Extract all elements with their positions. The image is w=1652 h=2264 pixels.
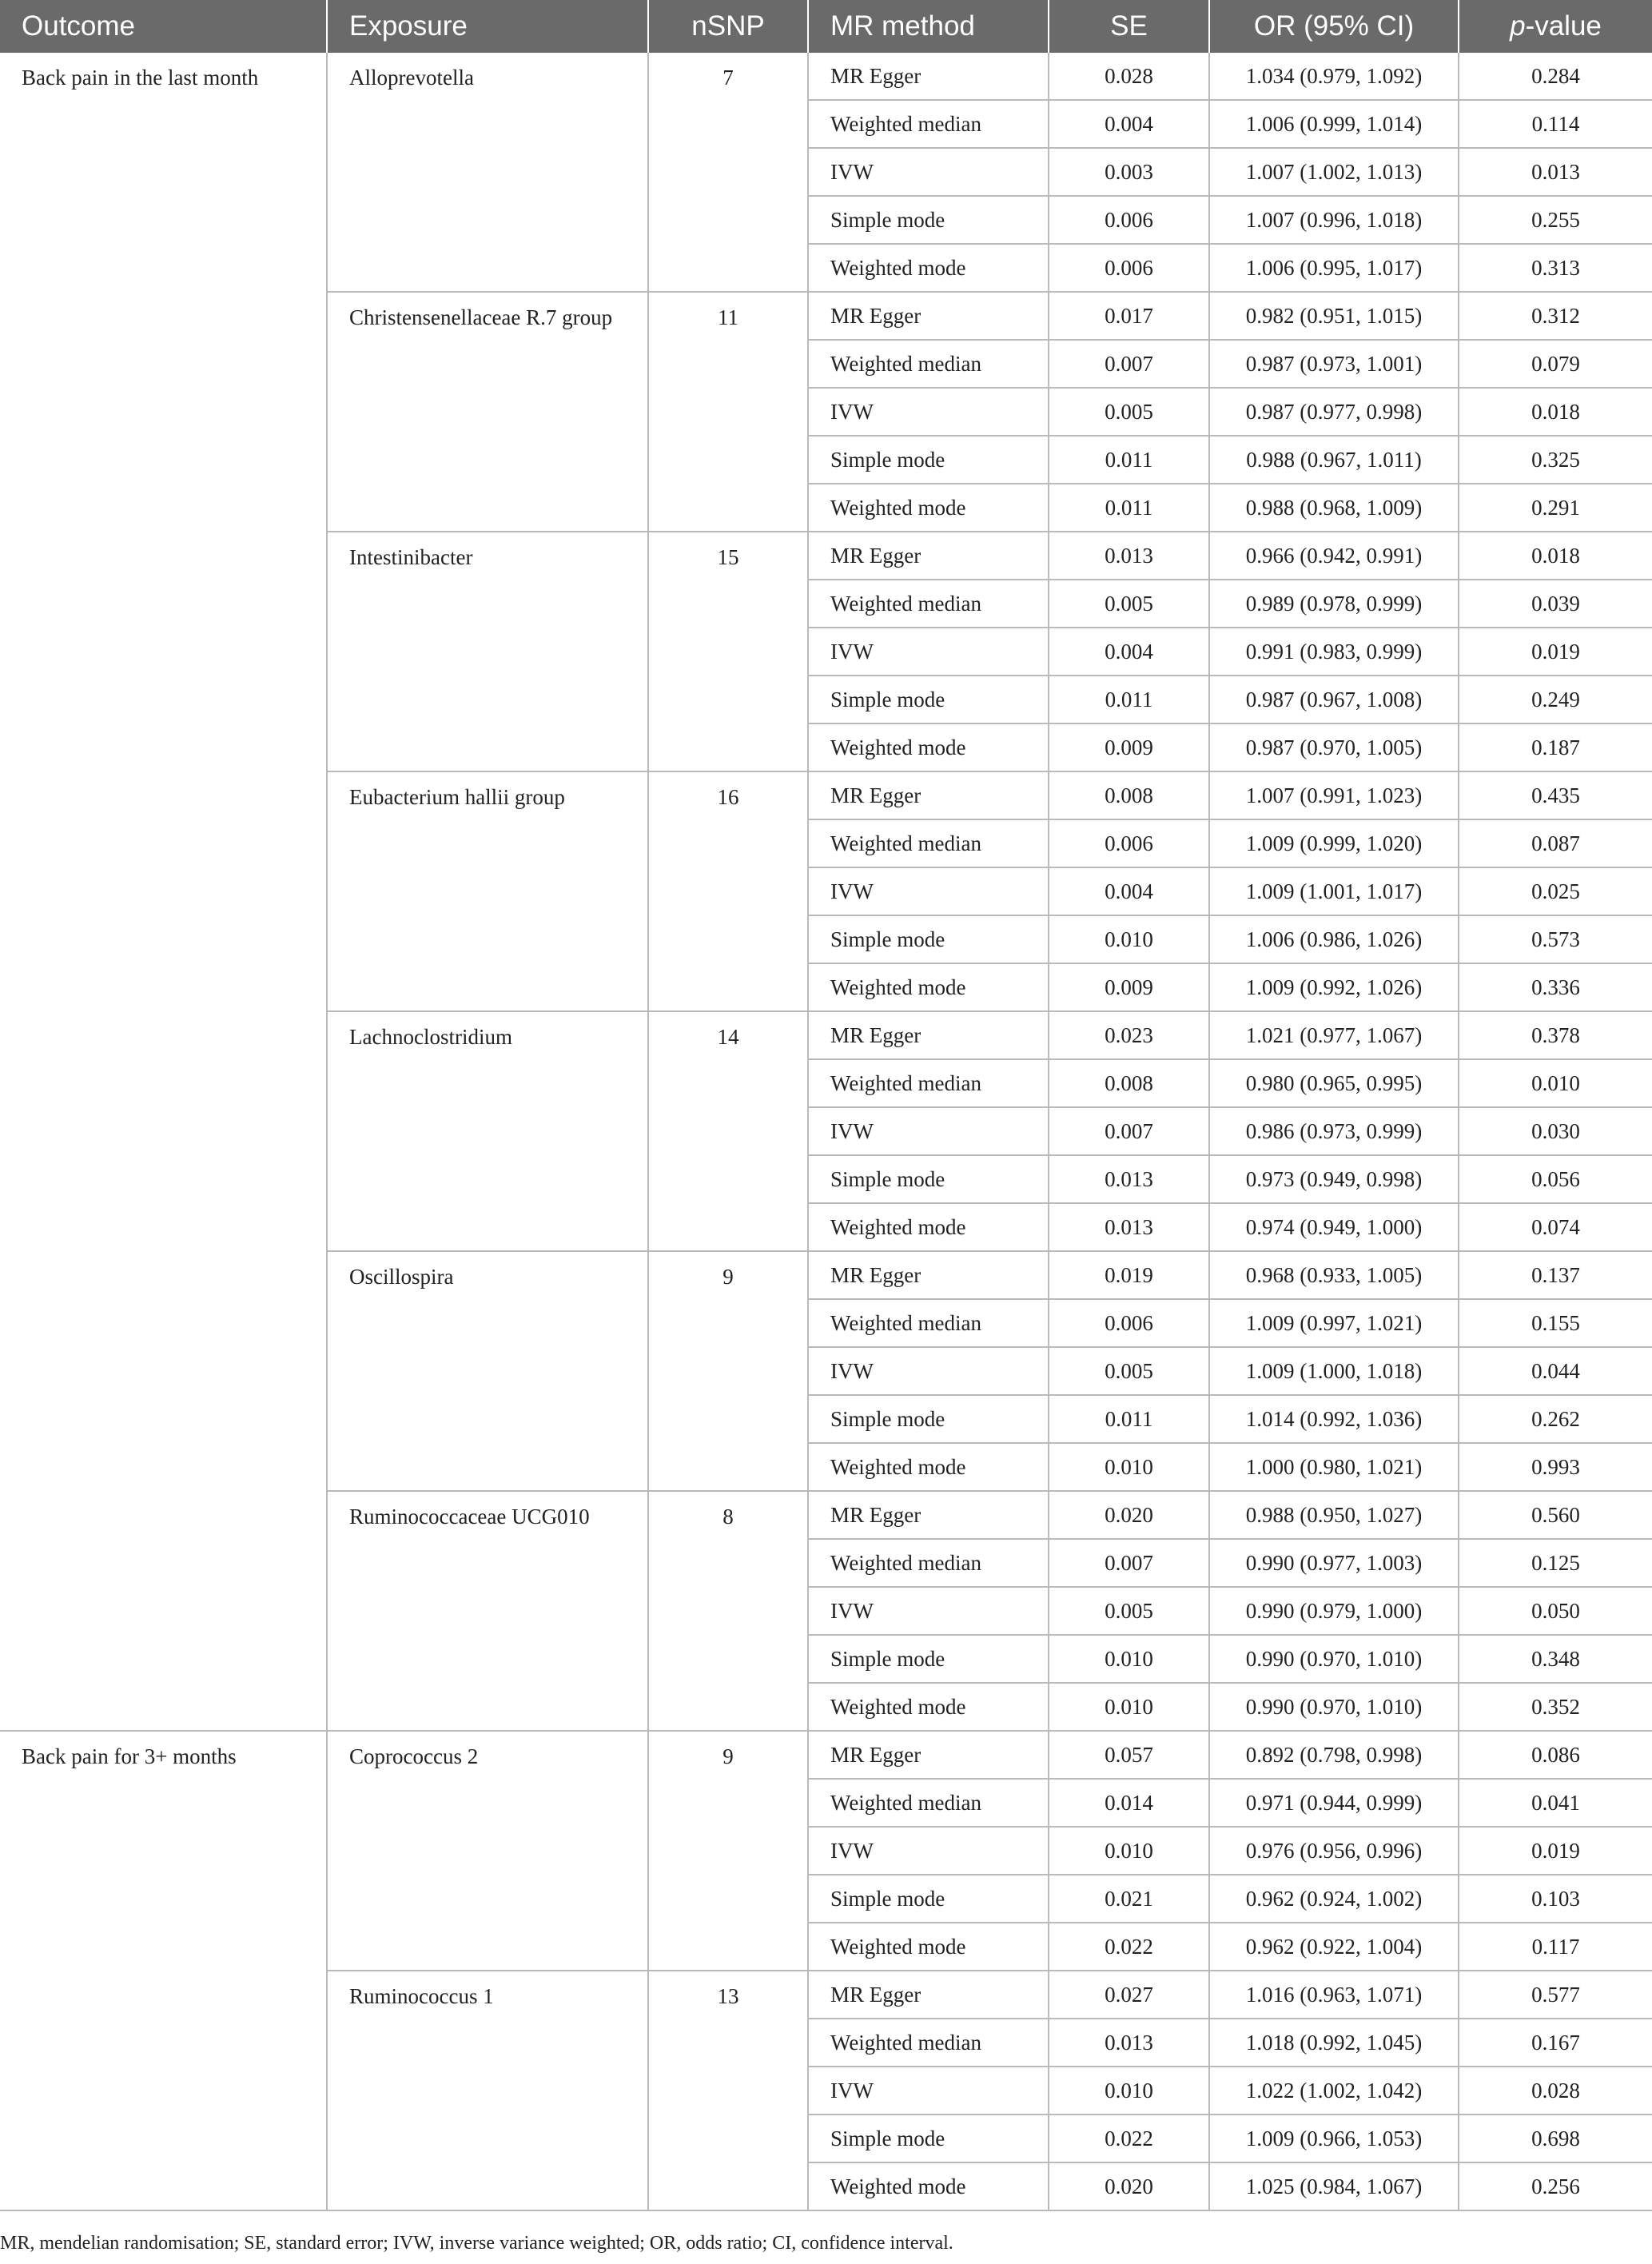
se-cell: 0.020 xyxy=(1049,1491,1209,1539)
or-ci-cell: 0.987 (0.977, 0.998) xyxy=(1209,388,1459,436)
p-value-cell: 0.255 xyxy=(1459,196,1652,244)
or-ci-cell: 0.980 (0.965, 0.995) xyxy=(1209,1059,1459,1107)
se-cell: 0.005 xyxy=(1049,1587,1209,1635)
se-cell: 0.005 xyxy=(1049,580,1209,628)
se-cell: 0.008 xyxy=(1049,1059,1209,1107)
se-cell: 0.011 xyxy=(1049,436,1209,484)
p-value-cell: 0.086 xyxy=(1459,1731,1652,1779)
p-value-cell: 0.039 xyxy=(1459,580,1652,628)
se-cell: 0.006 xyxy=(1049,196,1209,244)
se-cell: 0.005 xyxy=(1049,1347,1209,1395)
p-value-cell: 0.187 xyxy=(1459,723,1652,771)
p-value-cell: 0.087 xyxy=(1459,819,1652,867)
or-ci-cell: 1.006 (0.995, 1.017) xyxy=(1209,244,1459,292)
mr-method-cell: Simple mode xyxy=(808,1875,1049,1923)
mr-method-cell: MR Egger xyxy=(808,292,1049,340)
p-value-cell: 0.573 xyxy=(1459,915,1652,963)
mr-method-cell: MR Egger xyxy=(808,1491,1049,1539)
header-p-italic: p xyxy=(1510,10,1526,42)
or-ci-cell: 1.009 (0.992, 1.026) xyxy=(1209,963,1459,1011)
or-ci-cell: 0.982 (0.951, 1.015) xyxy=(1209,292,1459,340)
or-ci-cell: 1.014 (0.992, 1.036) xyxy=(1209,1395,1459,1443)
p-value-cell: 0.560 xyxy=(1459,1491,1652,1539)
se-cell: 0.006 xyxy=(1049,1299,1209,1347)
exposure-cell: Lachnoclostridium xyxy=(327,1011,648,1251)
se-cell: 0.009 xyxy=(1049,723,1209,771)
se-cell: 0.017 xyxy=(1049,292,1209,340)
se-cell: 0.023 xyxy=(1049,1011,1209,1059)
table-body xyxy=(0,53,1652,2210)
se-cell: 0.010 xyxy=(1049,2067,1209,2115)
p-value-cell: 0.137 xyxy=(1459,1251,1652,1299)
mr-method-cell: MR Egger xyxy=(808,532,1049,580)
mr-method-cell: Simple mode xyxy=(808,436,1049,484)
mr-method-cell: IVW xyxy=(808,2067,1049,2115)
header-row xyxy=(0,0,1652,53)
p-value-cell: 0.018 xyxy=(1459,388,1652,436)
mr-method-cell: Weighted mode xyxy=(808,963,1049,1011)
mr-method-cell: IVW xyxy=(808,1827,1049,1875)
se-cell: 0.013 xyxy=(1049,1203,1209,1251)
or-ci-cell: 1.009 (1.001, 1.017) xyxy=(1209,867,1459,915)
p-value-cell: 0.313 xyxy=(1459,244,1652,292)
header-p-value xyxy=(1459,0,1652,53)
se-cell: 0.021 xyxy=(1049,1875,1209,1923)
or-ci-cell: 1.009 (0.997, 1.021) xyxy=(1209,1299,1459,1347)
nsnp-cell: 8 xyxy=(648,1491,808,1731)
mr-method-cell: IVW xyxy=(808,1587,1049,1635)
p-value-cell: 0.352 xyxy=(1459,1683,1652,1731)
p-value-cell: 0.114 xyxy=(1459,100,1652,148)
se-cell: 0.004 xyxy=(1049,867,1209,915)
or-ci-cell: 0.990 (0.977, 1.003) xyxy=(1209,1539,1459,1587)
mr-method-cell: Simple mode xyxy=(808,1155,1049,1203)
p-value-cell: 0.167 xyxy=(1459,2019,1652,2067)
mr-method-cell: MR Egger xyxy=(808,1731,1049,1779)
p-value-cell: 0.698 xyxy=(1459,2115,1652,2162)
mr-method-cell: Weighted median xyxy=(808,1779,1049,1827)
p-value-cell: 0.013 xyxy=(1459,148,1652,196)
p-value-cell: 0.074 xyxy=(1459,1203,1652,1251)
mr-method-cell: Simple mode xyxy=(808,1395,1049,1443)
header-outcome: Outcome xyxy=(0,0,327,53)
se-cell: 0.004 xyxy=(1049,628,1209,676)
se-cell: 0.020 xyxy=(1049,2162,1209,2210)
se-cell: 0.013 xyxy=(1049,532,1209,580)
header-or-ci: OR (95% CI) xyxy=(1209,0,1459,53)
or-ci-cell: 0.988 (0.950, 1.027) xyxy=(1209,1491,1459,1539)
or-ci-cell: 0.987 (0.967, 1.008) xyxy=(1209,676,1459,723)
p-value-cell: 0.378 xyxy=(1459,1011,1652,1059)
or-ci-cell: 1.007 (0.991, 1.023) xyxy=(1209,771,1459,819)
p-value-cell: 0.284 xyxy=(1459,53,1652,100)
mr-method-cell: Simple mode xyxy=(808,676,1049,723)
p-value-cell: 0.025 xyxy=(1459,867,1652,915)
se-cell: 0.010 xyxy=(1049,1635,1209,1683)
mr-method-cell: Weighted median xyxy=(808,1299,1049,1347)
mr-method-cell: Simple mode xyxy=(808,1635,1049,1683)
or-ci-cell: 0.990 (0.979, 1.000) xyxy=(1209,1587,1459,1635)
mr-method-cell: MR Egger xyxy=(808,1251,1049,1299)
or-ci-cell: 0.986 (0.973, 0.999) xyxy=(1209,1107,1459,1155)
or-ci-cell: 1.009 (0.966, 1.053) xyxy=(1209,2115,1459,2162)
p-value-cell: 0.155 xyxy=(1459,1299,1652,1347)
mr-method-cell: Weighted mode xyxy=(808,723,1049,771)
or-ci-cell: 1.021 (0.977, 1.067) xyxy=(1209,1011,1459,1059)
or-ci-cell: 1.007 (1.002, 1.013) xyxy=(1209,148,1459,196)
p-value-cell: 0.312 xyxy=(1459,292,1652,340)
header-se: SE xyxy=(1049,0,1209,53)
table-footnote: MR, mendelian randomisation; SE, standard error; IVW, inverse variance weighted; OR, odds ratio; CI, confidence interval. xyxy=(0,2233,953,2254)
p-value-cell: 0.019 xyxy=(1459,1827,1652,1875)
p-value-cell: 0.103 xyxy=(1459,1875,1652,1923)
table-row xyxy=(0,1731,1652,1779)
exposure-cell: Alloprevotella xyxy=(327,53,648,292)
se-cell: 0.004 xyxy=(1049,100,1209,148)
or-ci-cell: 1.016 (0.963, 1.071) xyxy=(1209,1971,1459,2019)
se-cell: 0.057 xyxy=(1049,1731,1209,1779)
se-cell: 0.007 xyxy=(1049,1539,1209,1587)
mr-method-cell: Weighted median xyxy=(808,2019,1049,2067)
se-cell: 0.022 xyxy=(1049,2115,1209,2162)
p-value-cell: 0.291 xyxy=(1459,484,1652,532)
mr-method-cell: Weighted mode xyxy=(808,2162,1049,2210)
or-ci-cell: 1.009 (1.000, 1.018) xyxy=(1209,1347,1459,1395)
p-value-cell: 0.056 xyxy=(1459,1155,1652,1203)
header-mr-method: MR method xyxy=(808,0,1049,53)
or-ci-cell: 1.034 (0.979, 1.092) xyxy=(1209,53,1459,100)
mr-method-cell: IVW xyxy=(808,1107,1049,1155)
exposure-cell: Ruminococcaceae UCG010 xyxy=(327,1491,648,1731)
mr-method-cell: IVW xyxy=(808,388,1049,436)
or-ci-cell: 1.025 (0.984, 1.067) xyxy=(1209,2162,1459,2210)
nsnp-cell: 14 xyxy=(648,1011,808,1251)
mr-method-cell: Weighted median xyxy=(808,1539,1049,1587)
p-value-cell: 0.018 xyxy=(1459,532,1652,580)
p-value-cell: 0.125 xyxy=(1459,1539,1652,1587)
or-ci-cell: 0.973 (0.949, 0.998) xyxy=(1209,1155,1459,1203)
or-ci-cell: 0.988 (0.968, 1.009) xyxy=(1209,484,1459,532)
mr-method-cell: MR Egger xyxy=(808,771,1049,819)
p-value-cell: 0.435 xyxy=(1459,771,1652,819)
se-cell: 0.014 xyxy=(1049,1779,1209,1827)
p-value-cell: 0.030 xyxy=(1459,1107,1652,1155)
table-row xyxy=(0,53,1652,100)
outcome-cell: Back pain in the last month xyxy=(0,53,327,1731)
header-p-rest: -value xyxy=(1525,10,1602,42)
or-ci-cell: 0.974 (0.949, 1.000) xyxy=(1209,1203,1459,1251)
p-value-cell: 0.028 xyxy=(1459,2067,1652,2115)
mr-method-cell: Weighted median xyxy=(808,580,1049,628)
mr-method-cell: Weighted median xyxy=(808,340,1049,388)
mr-method-cell: Weighted mode xyxy=(808,1683,1049,1731)
se-cell: 0.007 xyxy=(1049,340,1209,388)
or-ci-cell: 1.022 (1.002, 1.042) xyxy=(1209,2067,1459,2115)
header-exposure: Exposure xyxy=(327,0,648,53)
or-ci-cell: 0.976 (0.956, 0.996) xyxy=(1209,1827,1459,1875)
exposure-cell: Eubacterium hallii group xyxy=(327,771,648,1011)
p-value-cell: 0.019 xyxy=(1459,628,1652,676)
se-cell: 0.008 xyxy=(1049,771,1209,819)
exposure-cell: Ruminococcus 1 xyxy=(327,1971,648,2210)
se-cell: 0.010 xyxy=(1049,1827,1209,1875)
se-cell: 0.011 xyxy=(1049,676,1209,723)
p-value-cell: 0.249 xyxy=(1459,676,1652,723)
or-ci-cell: 1.009 (0.999, 1.020) xyxy=(1209,819,1459,867)
exposure-cell: Coprococcus 2 xyxy=(327,1731,648,1971)
nsnp-cell: 16 xyxy=(648,771,808,1011)
mr-method-cell: Weighted mode xyxy=(808,1443,1049,1491)
outcome-cell: Back pain for 3+ months xyxy=(0,1731,327,2210)
se-cell: 0.019 xyxy=(1049,1251,1209,1299)
mr-method-cell: IVW xyxy=(808,148,1049,196)
mr-method-cell: Simple mode xyxy=(808,196,1049,244)
nsnp-cell: 9 xyxy=(648,1251,808,1491)
or-ci-cell: 0.991 (0.983, 0.999) xyxy=(1209,628,1459,676)
mr-method-cell: MR Egger xyxy=(808,53,1049,100)
p-value-cell: 0.044 xyxy=(1459,1347,1652,1395)
or-ci-cell: 0.971 (0.944, 0.999) xyxy=(1209,1779,1459,1827)
mr-method-cell: Simple mode xyxy=(808,2115,1049,2162)
se-cell: 0.028 xyxy=(1049,53,1209,100)
or-ci-cell: 1.006 (0.999, 1.014) xyxy=(1209,100,1459,148)
or-ci-cell: 1.007 (0.996, 1.018) xyxy=(1209,196,1459,244)
or-ci-cell: 0.990 (0.970, 1.010) xyxy=(1209,1635,1459,1683)
table-header xyxy=(0,0,1652,53)
se-cell: 0.009 xyxy=(1049,963,1209,1011)
se-cell: 0.022 xyxy=(1049,1923,1209,1971)
mr-method-cell: MR Egger xyxy=(808,1011,1049,1059)
p-value-cell: 0.993 xyxy=(1459,1443,1652,1491)
p-value-cell: 0.050 xyxy=(1459,1587,1652,1635)
p-value-cell: 0.041 xyxy=(1459,1779,1652,1827)
mr-method-cell: MR Egger xyxy=(808,1971,1049,2019)
or-ci-cell: 0.987 (0.970, 1.005) xyxy=(1209,723,1459,771)
nsnp-cell: 7 xyxy=(648,53,808,292)
p-value-cell: 0.117 xyxy=(1459,1923,1652,1971)
se-cell: 0.013 xyxy=(1049,2019,1209,2067)
mr-method-cell: Weighted median xyxy=(808,819,1049,867)
se-cell: 0.010 xyxy=(1049,1683,1209,1731)
se-cell: 0.005 xyxy=(1049,388,1209,436)
p-value-cell: 0.577 xyxy=(1459,1971,1652,2019)
or-ci-cell: 0.892 (0.798, 0.998) xyxy=(1209,1731,1459,1779)
se-cell: 0.007 xyxy=(1049,1107,1209,1155)
nsnp-cell: 13 xyxy=(648,1971,808,2210)
mr-method-cell: Weighted median xyxy=(808,1059,1049,1107)
mr-method-cell: Weighted mode xyxy=(808,1923,1049,1971)
p-value-cell: 0.348 xyxy=(1459,1635,1652,1683)
p-value-cell: 0.262 xyxy=(1459,1395,1652,1443)
p-value-cell: 0.079 xyxy=(1459,340,1652,388)
mr-method-cell: IVW xyxy=(808,628,1049,676)
or-ci-cell: 0.962 (0.924, 1.002) xyxy=(1209,1875,1459,1923)
se-cell: 0.010 xyxy=(1049,915,1209,963)
nsnp-cell: 15 xyxy=(648,532,808,771)
or-ci-cell: 0.987 (0.973, 1.001) xyxy=(1209,340,1459,388)
mr-method-cell: Weighted mode xyxy=(808,1203,1049,1251)
exposure-cell: Oscillospira xyxy=(327,1251,648,1491)
or-ci-cell: 0.962 (0.922, 1.004) xyxy=(1209,1923,1459,1971)
or-ci-cell: 0.968 (0.933, 1.005) xyxy=(1209,1251,1459,1299)
se-cell: 0.006 xyxy=(1049,244,1209,292)
or-ci-cell: 1.000 (0.980, 1.021) xyxy=(1209,1443,1459,1491)
or-ci-cell: 1.006 (0.986, 1.026) xyxy=(1209,915,1459,963)
exposure-cell: Intestinibacter xyxy=(327,532,648,771)
se-cell: 0.010 xyxy=(1049,1443,1209,1491)
se-cell: 0.013 xyxy=(1049,1155,1209,1203)
or-ci-cell: 0.988 (0.967, 1.011) xyxy=(1209,436,1459,484)
p-value-cell: 0.336 xyxy=(1459,963,1652,1011)
or-ci-cell: 0.966 (0.942, 0.991) xyxy=(1209,532,1459,580)
or-ci-cell: 0.989 (0.978, 0.999) xyxy=(1209,580,1459,628)
p-value-cell: 0.256 xyxy=(1459,2162,1652,2210)
se-cell: 0.003 xyxy=(1049,148,1209,196)
p-value-cell: 0.010 xyxy=(1459,1059,1652,1107)
exposure-cell: Christensenellaceae R.7 group xyxy=(327,292,648,532)
or-ci-cell: 1.018 (0.992, 1.045) xyxy=(1209,2019,1459,2067)
mr-method-cell: Weighted mode xyxy=(808,244,1049,292)
se-cell: 0.027 xyxy=(1049,1971,1209,2019)
p-value-cell: 0.325 xyxy=(1459,436,1652,484)
mr-method-cell: Weighted median xyxy=(808,100,1049,148)
nsnp-cell: 11 xyxy=(648,292,808,532)
header-nsnp: nSNP xyxy=(648,0,808,53)
nsnp-cell: 9 xyxy=(648,1731,808,1971)
mr-method-cell: IVW xyxy=(808,867,1049,915)
mr-method-cell: IVW xyxy=(808,1347,1049,1395)
mr-method-cell: Simple mode xyxy=(808,915,1049,963)
se-cell: 0.011 xyxy=(1049,1395,1209,1443)
se-cell: 0.006 xyxy=(1049,819,1209,867)
mr-method-cell: Weighted mode xyxy=(808,484,1049,532)
or-ci-cell: 0.990 (0.970, 1.010) xyxy=(1209,1683,1459,1731)
se-cell: 0.011 xyxy=(1049,484,1209,532)
